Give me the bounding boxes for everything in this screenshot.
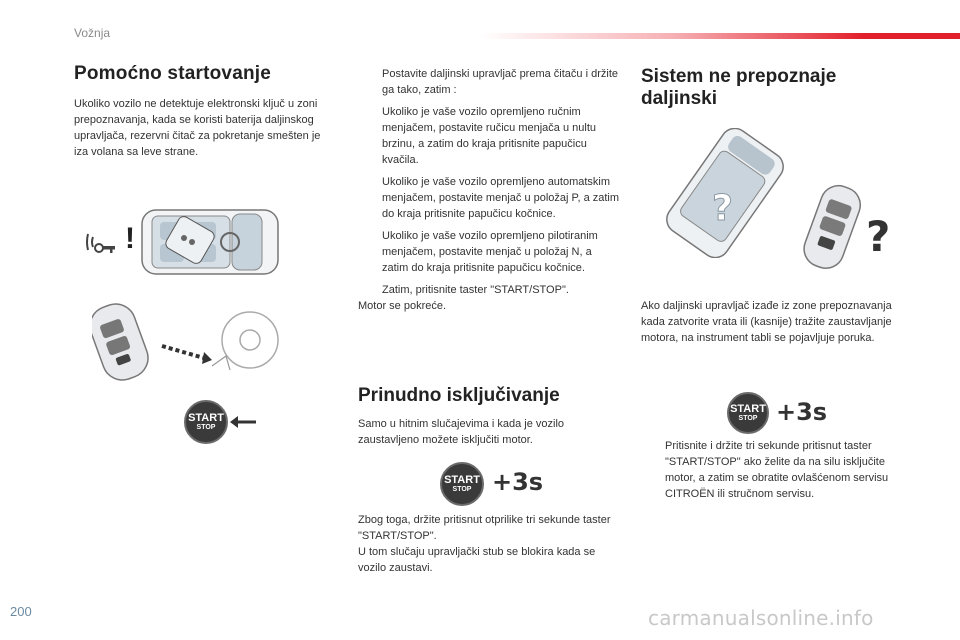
stop-label: STOP bbox=[196, 423, 216, 431]
start-label: START bbox=[444, 473, 480, 486]
title-remote-not-recognized: Sistem ne prepoznaje daljinski bbox=[641, 66, 837, 109]
list-item bbox=[641, 438, 903, 502]
auxiliary-start-text: Ukoliko vozilo ne detektuje elektronski ključ u zoni prepoznavanja, kada se koristi baterija daljinskog upravljača, rezervni čitač za pokretanje smešten je iza volana sa leve strane. bbox=[74, 98, 321, 158]
title-auxiliary-start: Pomoćno startovanje bbox=[74, 63, 272, 84]
key-to-reader-illustration bbox=[92, 296, 282, 386]
list-item bbox=[358, 282, 620, 298]
start-label: START bbox=[730, 402, 766, 415]
plus-3s-label: +3s bbox=[492, 468, 544, 496]
question-mark: ? bbox=[866, 212, 891, 261]
list-item-text: Zatim, pritisnite taster "START/STOP". bbox=[382, 284, 569, 296]
list-item-text: Ukoliko je vaše vozilo opremljeno pilotiranim menjačem, postavite menjač u položaj N, a zatim do kraja pritisnite papučicu kočnice. bbox=[382, 230, 598, 274]
exclamation-mark: ! bbox=[125, 222, 135, 255]
watermark: carmanualsonline.info bbox=[648, 606, 874, 630]
section-label: Vožnja bbox=[74, 26, 111, 40]
key-fob-illustration bbox=[800, 180, 870, 276]
procedure-list bbox=[358, 66, 620, 314]
stop-label: STOP bbox=[738, 414, 758, 422]
list-item-text: Pritisnite i držite tri sekunde pritisnut taster "START/STOP" ako želite da na silu isključite motor, a zatim se obratite ovlašćenom servisu CITROËN ili stručnom servisu. bbox=[665, 440, 889, 500]
stop-label: STOP bbox=[452, 485, 472, 493]
start-label: START bbox=[188, 411, 224, 424]
arrow-left-icon bbox=[228, 412, 258, 432]
start-stop-button-right bbox=[727, 392, 769, 434]
car-diagonal-illustration bbox=[650, 128, 800, 258]
motor-starts-text: Motor se pokreće. bbox=[358, 300, 447, 312]
list-item-text: Ukoliko je vaše vozilo opremljeno automatskim menjačem, postavite menjač u položaj P, a zatim do kraja pritisnite papučicu kočnice. bbox=[382, 176, 620, 220]
list-item-text: Ukoliko je vaše vozilo opremljeno ručnim menjačem, postavite ručicu menjača u nultu brzinu, a zatim do kraja pritisnite papučicu kvačila. bbox=[382, 106, 596, 166]
start-stop-button-left bbox=[184, 400, 228, 444]
key-warning-icon bbox=[84, 224, 124, 260]
list-item bbox=[358, 174, 620, 222]
question-mark-car: ? bbox=[712, 188, 733, 229]
car-top-view-illustration bbox=[140, 204, 280, 280]
list-item-text: Postavite daljinski upravljač prema čitaču i držite ga tako, zatim : bbox=[382, 68, 618, 96]
remote-not-recognized-list bbox=[641, 438, 903, 508]
title-forced-shutdown: Prinudno isključivanje bbox=[358, 385, 560, 406]
list-item bbox=[358, 104, 620, 168]
list-item bbox=[358, 66, 620, 98]
page-number: 200 bbox=[10, 604, 32, 619]
forced-shutdown-details: Zbog toga, držite pritisnut otprilike tri sekunde taster "START/STOP". U tom slučaju upravljački stub se blokira kada se vozilo zaustavi. bbox=[358, 514, 611, 574]
remote-not-recognized-text: Ako daljinski upravljač izađe iz zone prepoznavanja kada zatvorite vrata ili (kasnije) tražite zaustavljanje motora, na instrument tabli se pojavljuje poruka. bbox=[641, 300, 892, 344]
start-stop-button-middle bbox=[440, 462, 484, 506]
header-accent-bar bbox=[480, 33, 960, 39]
list-item bbox=[358, 228, 620, 276]
forced-shutdown-text: Samo u hitnim slučajevima i kada je vozilo zaustavljeno možete isključiti motor. bbox=[358, 418, 565, 446]
plus-3s-label: +3s bbox=[776, 398, 828, 426]
